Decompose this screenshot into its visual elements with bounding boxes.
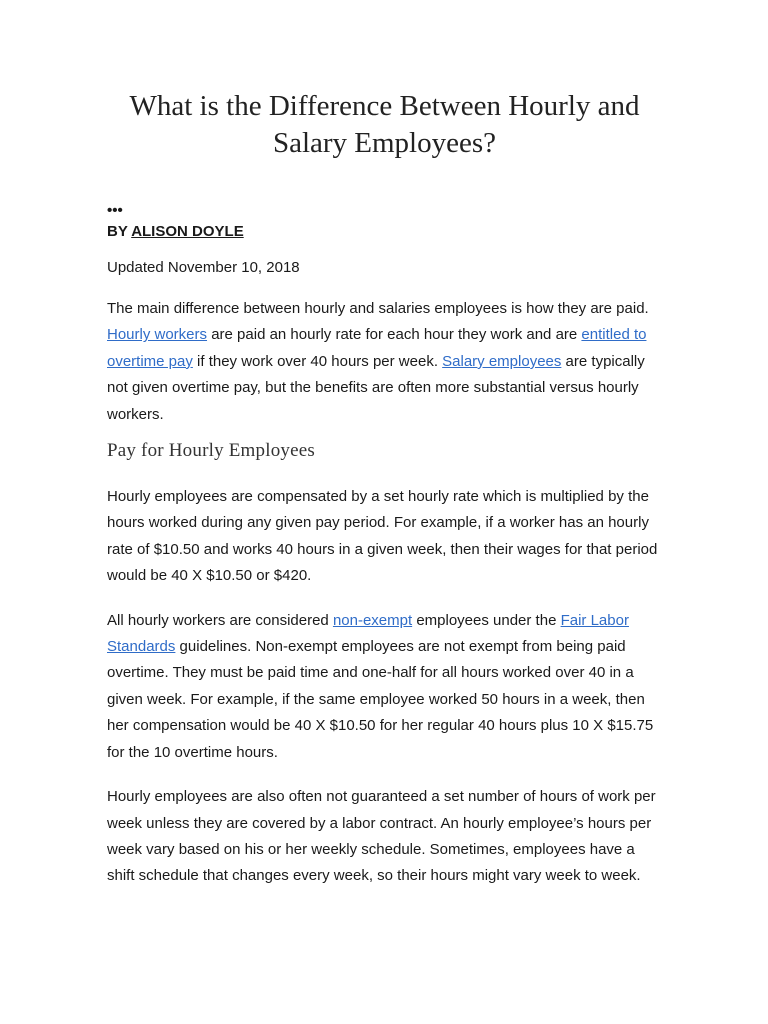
para3-text-1: All hourly workers are considered xyxy=(107,611,333,629)
salary-employees-link[interactable]: Salary employees xyxy=(442,352,562,370)
intro-text-1: The main difference between hourly and salaries employees is how they are paid. xyxy=(107,300,649,317)
article xyxy=(107,88,662,890)
non-exempt-link[interactable]: non-exempt xyxy=(332,611,413,629)
byline-prefix: BY xyxy=(107,223,132,240)
author-link[interactable]: ALISON DOYLE xyxy=(131,223,244,240)
byline xyxy=(107,222,662,242)
schedule-paragraph: Hourly employees are also often not guaranteed a set number of hours of work per week unless they are covered by a labor contract. An hourly employee’s hours per week vary based on his or her weekly schedule. Sometimes, employees have a shift schedule that changes every week, so their hours might vary week to week. xyxy=(107,788,656,885)
section-heading: Pay for Hourly Employees xyxy=(107,440,315,462)
non-exempt-paragraph xyxy=(107,608,662,766)
article-title: What is the Difference Between Hourly and Salary Employees? xyxy=(129,90,640,159)
intro-text-2: are paid an hourly rate for each hour they work and are xyxy=(207,326,582,344)
updated-date: Updated November 10, 2018 xyxy=(107,259,300,276)
intro-paragraph xyxy=(107,296,662,428)
more-options-icon[interactable]: ••• xyxy=(107,202,123,219)
fair-labor-standards-link[interactable]: Fair Labor Standards xyxy=(107,611,629,656)
overtime-pay-link[interactable]: entitled to overtime pay xyxy=(107,326,647,370)
intro-text-3: if they work over 40 hours per week. xyxy=(192,352,443,370)
hourly-workers-link[interactable]: Hourly workers xyxy=(107,326,208,344)
para3-text-3: guidelines. Non-exempt employees are not exempt from being paid overtime. They must be paid time and one-half for all hours worked over 40 in a given week. For example, if the same employee worked 50 hours in a week, then her compensation would be 40 X $10.50 for her regular 40 hours plus 10 X $15.75 for the 10 overtime hours. xyxy=(107,638,654,761)
para3-text-2: employees under the xyxy=(412,611,561,629)
intro-text-4: are typically not given overtime pay, but the benefits are often more substantial versus hourly workers. xyxy=(107,352,645,423)
hourly-pay-paragraph: Hourly employees are compensated by a set hourly rate which is multiplied by the hours worked during any given pay period. For example, if a worker has an hourly rate of $10.50 and works 40 hours in a given week, then their wages for that period would be 40 X $10.50 or $420. xyxy=(107,488,658,585)
